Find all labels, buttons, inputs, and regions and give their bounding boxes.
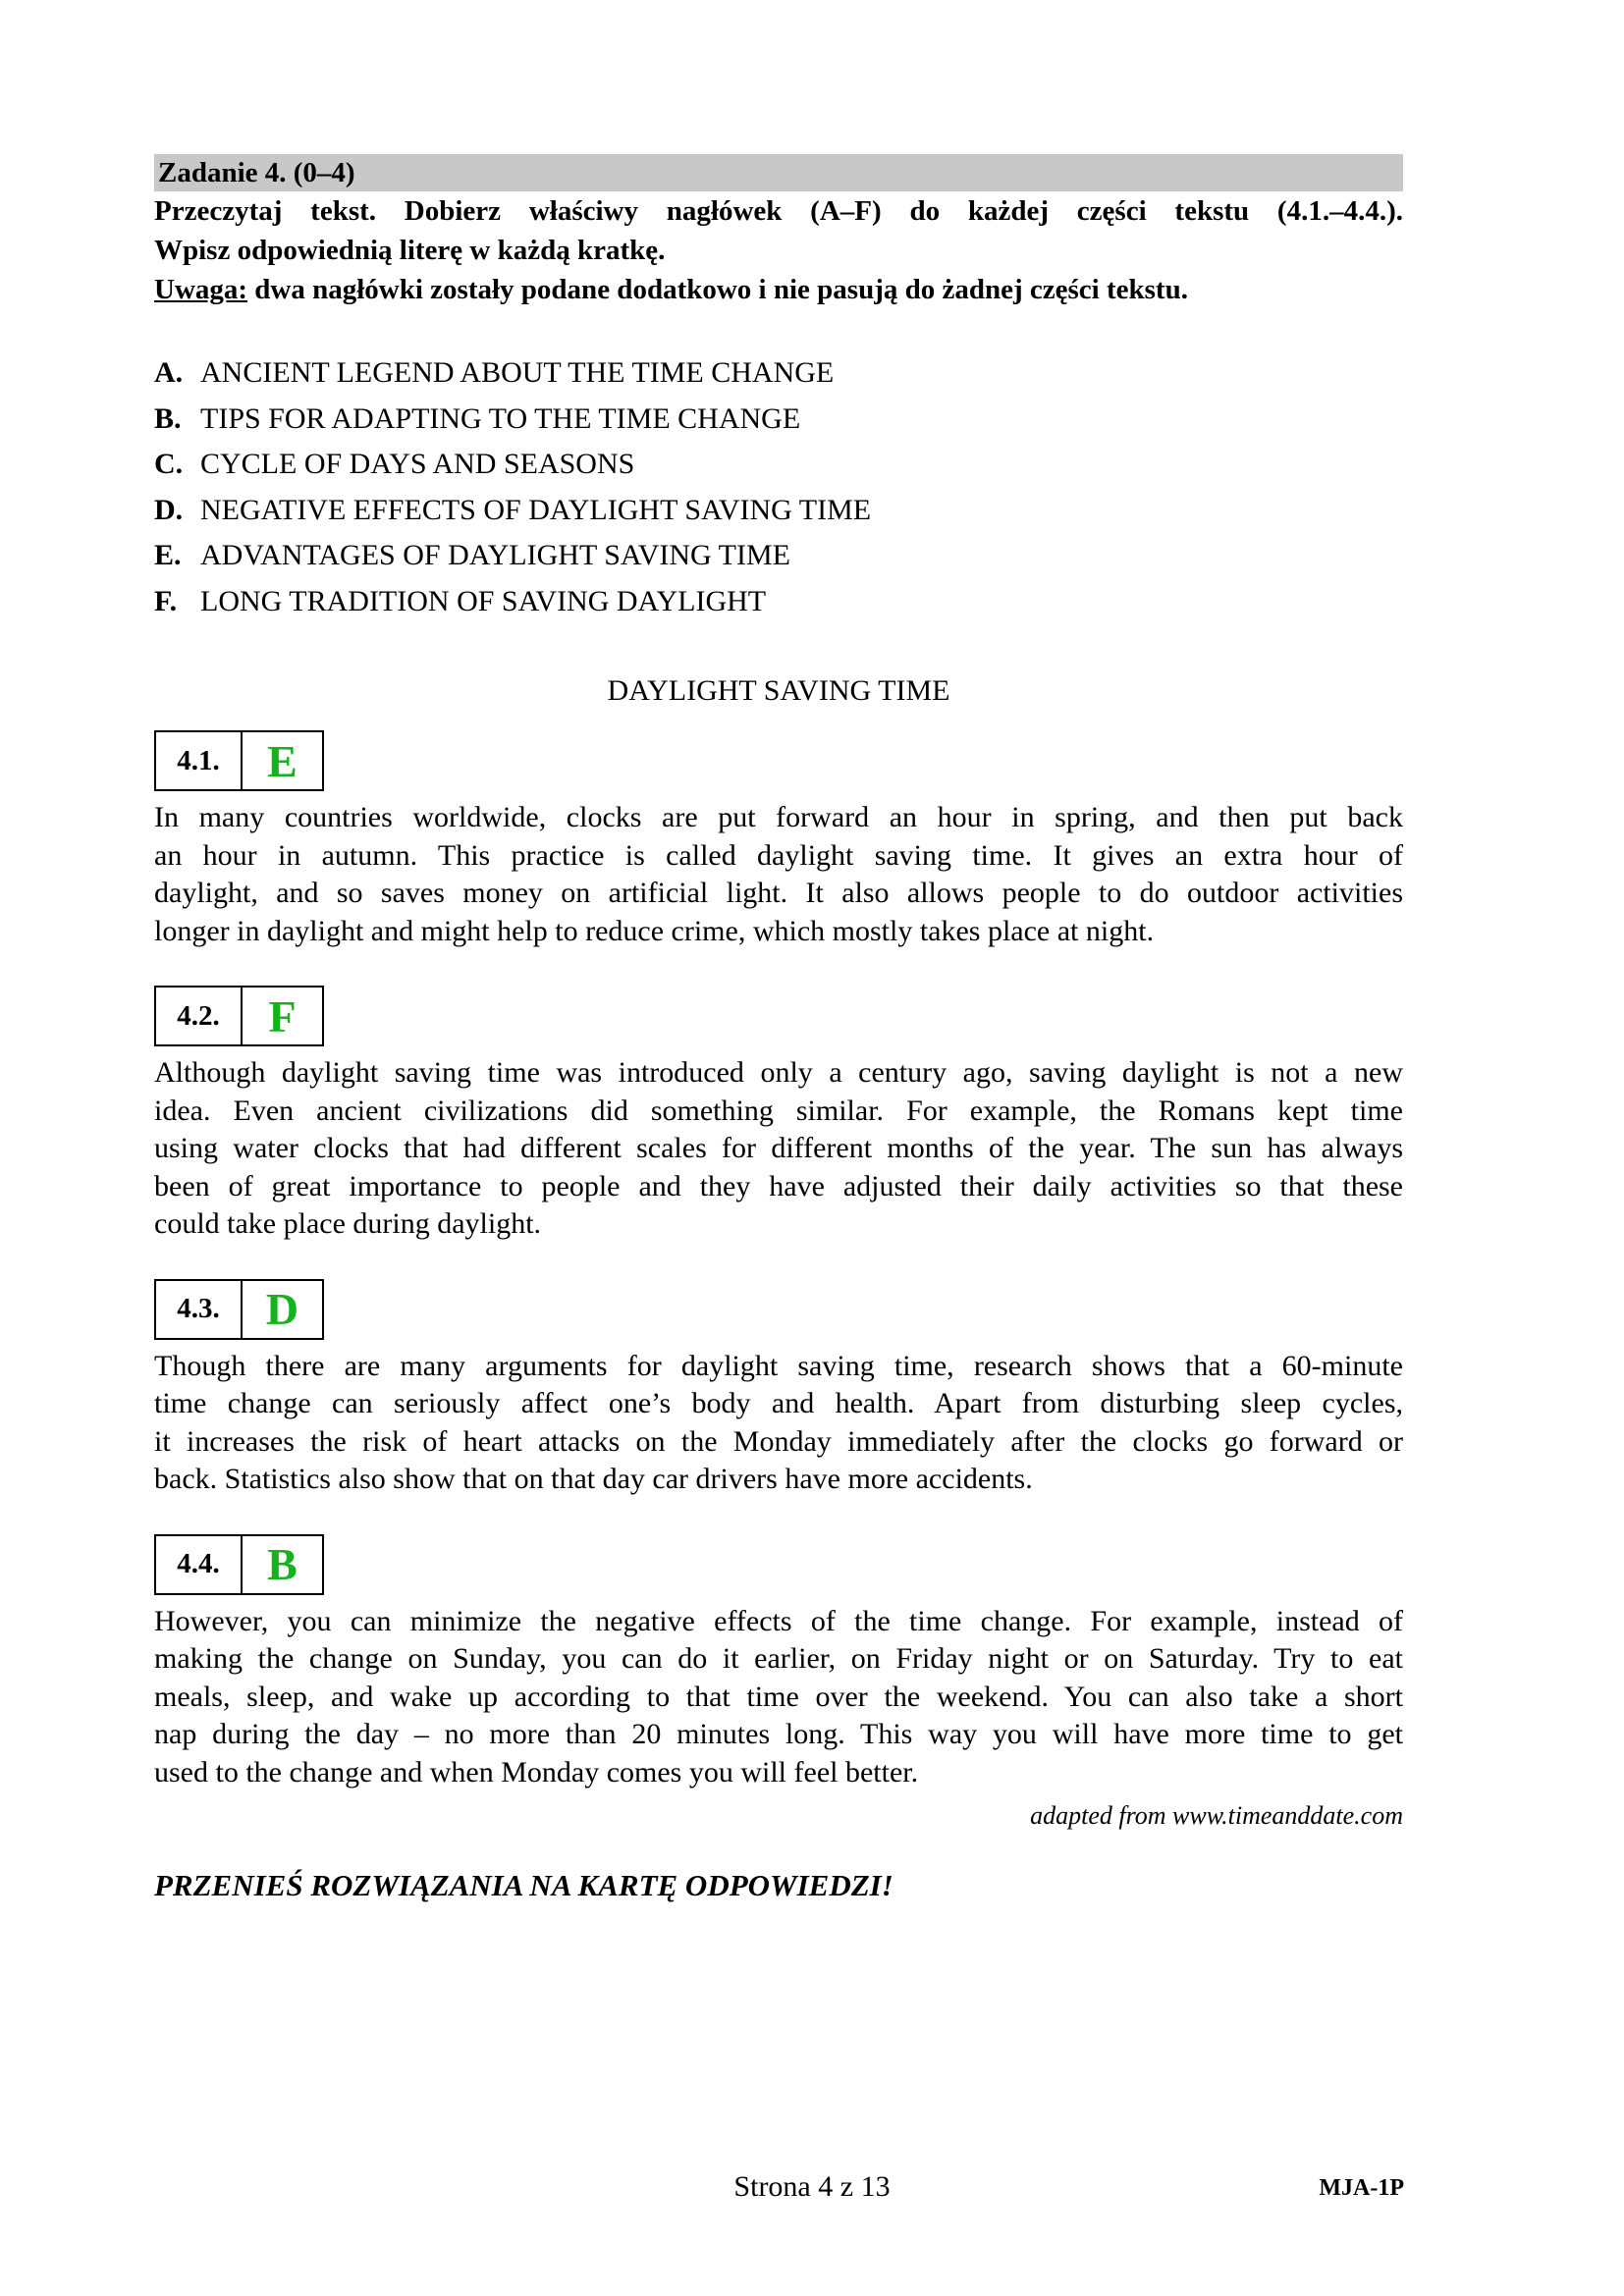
heading-text: LONG TRADITION OF SAVING DAYLIGHT	[200, 584, 767, 617]
paragraph-line: Although daylight saving time was introduced only a century ago, saving daylight is not a new	[154, 1056, 1403, 1089]
heading-text: TIPS FOR ADAPTING TO THE TIME CHANGE	[200, 401, 801, 435]
paragraph-line: an hour in autumn. This practice is called daylight saving time. It gives an extra hour of	[154, 838, 1403, 872]
heading-letter: E.	[154, 539, 182, 571]
paragraph-line: nap during the day – no more than 20 minutes long. This way you will have more time to get	[154, 1718, 1403, 1750]
paragraph-line: it increases the risk of heart attacks on the Monday immediately after the clocks go forward or	[154, 1424, 1403, 1458]
heading-letter: A.	[154, 356, 184, 389]
heading-letter: B.	[154, 401, 182, 435]
paragraph-line: back. Statistics also show that on that day car drivers have more accidents.	[154, 1463, 1033, 1495]
section-4-2	[154, 986, 1403, 1244]
heading-text: ADVANTAGES OF DAYLIGHT SAVING TIME	[200, 539, 790, 571]
paragraph-line: idea. Even ancient civilizations did something similar. For example, the Romans kept time	[154, 1094, 1403, 1127]
question-number: 4.2.	[156, 988, 243, 1044]
question-number: 4.1.	[156, 732, 243, 789]
answer-letter[interactable]: E	[267, 735, 298, 786]
paragraph-line: longer in daylight and might help to reduce crime, which mostly takes place at night.	[154, 914, 1155, 947]
paragraph-line: daylight, and so saves money on artificial light. It also allows people to do outdoor activities	[154, 877, 1403, 909]
exam-page	[154, 154, 1403, 1903]
text-title: DAYLIGHT SAVING TIME	[607, 674, 950, 707]
answer-letter[interactable]: F	[268, 990, 297, 1041]
answer-box	[154, 730, 324, 791]
paragraph-line: time change can seriously affect one’s body and health. Apart from disturbing sleep cycles,	[154, 1387, 1403, 1419]
heading-option-a	[154, 350, 1403, 397]
section-4-1	[154, 730, 1403, 950]
heading-option-c	[154, 442, 1403, 488]
exam-code: MJA-1P	[1319, 2175, 1404, 2201]
section-4-3	[154, 1279, 1403, 1499]
page-number: Strona 4 z 13	[733, 2170, 891, 2203]
note-text: dwa nagłówki zostały podane dodatkowo i nie pasują do żadnej części tekstu.	[247, 274, 1188, 305]
task-instructions	[154, 191, 1403, 309]
answer-box	[154, 986, 324, 1046]
answer-box	[154, 1534, 324, 1595]
answer-box	[154, 1279, 324, 1340]
heading-text: NEGATIVE EFFECTS OF DAYLIGHT SAVING TIME	[200, 493, 872, 526]
section-paragraph	[154, 1054, 1403, 1244]
heading-letter: D.	[154, 493, 184, 526]
section-paragraph	[154, 1348, 1403, 1499]
instruction-line: Wpisz odpowiednią literę w każdą kratkę.	[154, 235, 666, 266]
paragraph-line: used to the change and when Monday comes you will feel better.	[154, 1755, 919, 1789]
heading-text: CYCLE OF DAYS AND SEASONS	[200, 448, 635, 480]
paragraph-line: Though there are many arguments for daylight saving time, research shows that a 60-minute	[154, 1349, 1403, 1382]
transfer-note: PRZENIEŚ ROZWIĄZANIA NA KARTĘ ODPOWIEDZI!	[154, 1868, 893, 1902]
question-number: 4.4.	[156, 1536, 243, 1593]
paragraph-line: could take place during daylight.	[154, 1207, 542, 1240]
heading-option-b	[154, 397, 1403, 443]
question-number: 4.3.	[156, 1281, 243, 1338]
heading-letter: F.	[154, 584, 178, 617]
section-paragraph	[154, 1603, 1403, 1792]
note-label: Uwaga:	[154, 274, 248, 305]
paragraph-line: been of great importance to people and they have adjusted their daily activities so that these	[154, 1169, 1403, 1202]
heading-text: ANCIENT LEGEND ABOUT THE TIME CHANGE	[200, 356, 835, 389]
paragraph-line: However, you can minimize the negative effects of the time change. For example, instead of	[154, 1604, 1403, 1637]
heading-option-d	[154, 488, 1403, 534]
source-citation: adapted from www.timeanddate.com	[1030, 1801, 1403, 1830]
section-4-4	[154, 1534, 1403, 1792]
paragraph-line: making the change on Sunday, you can do it earlier, on Friday night or on Saturday. Try to eat	[154, 1642, 1403, 1675]
task-header: Zadanie 4. (0–4)	[154, 154, 1403, 191]
paragraph-line: In many countries worldwide, clocks are put forward an hour in spring, and then put back	[154, 801, 1403, 833]
section-paragraph	[154, 799, 1403, 950]
heading-letter: C.	[154, 448, 184, 480]
headings-list	[154, 350, 1403, 624]
task-note	[154, 270, 1403, 309]
heading-option-f	[154, 579, 1403, 625]
paragraph-line: meals, sleep, and wake up according to that time over the weekend. You can also take a short	[154, 1680, 1403, 1713]
paragraph-line: using water clocks that had different scales for different months of the year. The sun has always	[154, 1132, 1403, 1164]
heading-option-e	[154, 533, 1403, 579]
answer-letter[interactable]: D	[265, 1284, 299, 1334]
answer-letter[interactable]: B	[267, 1539, 298, 1589]
instruction-line: Przeczytaj tekst. Dobierz właściwy nagłówek (A–F) do każdej części tekstu (4.1.–4.4.).	[154, 195, 1403, 227]
